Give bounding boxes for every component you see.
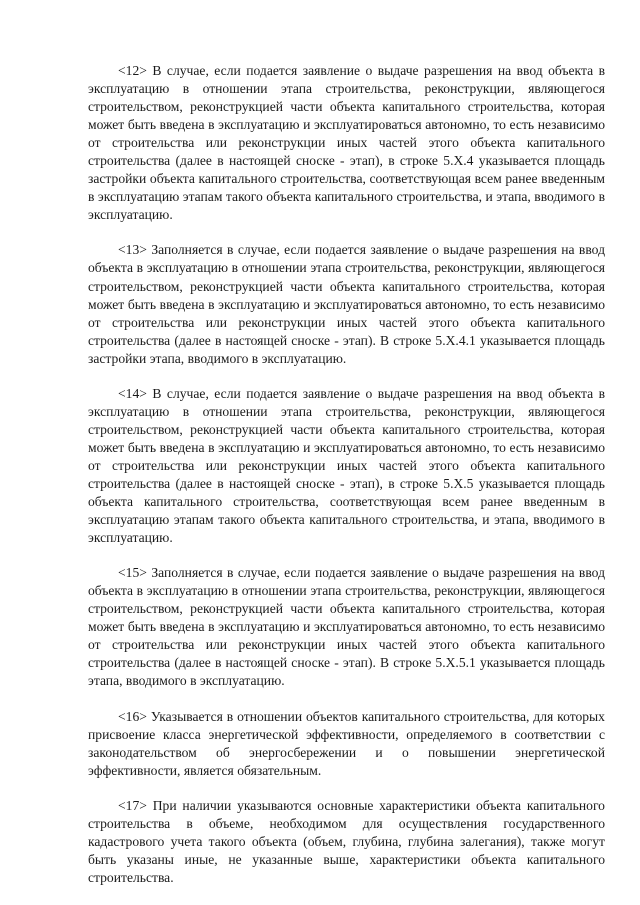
footnote-marker: <15> <box>118 565 147 581</box>
footnote-13 <box>88 241 605 367</box>
footnote-text: При наличии указываются основные характеристики объекта капитального строительства в объеме, необходимом для осуществления государственного кадастрового учета такого объекта (объем, глубина, глубина залегания), также могут быть указаны иные, не указанные выше, характеристики объекта капитального строительства. <box>88 797 605 885</box>
footnote-text: Заполняется в случае, если подается заявление о выдаче разрешения на ввод объекта в эксплуатацию в отношении этапа строительства, реконструкции, являющегося строительством, реконструкцией части объекта капитального строительства, которая может быть введена в эксплуатацию и эксплуатироваться автономно, то есть независимо от строительства или реконструкции иных частей этого объекта капитального строительства (далее в настоящей сноске - этап). В строке 5.X.5.1 указывается площадь этапа, вводимого в эксплуатацию. <box>88 565 605 689</box>
footnote-text: В случае, если подается заявление о выдаче разрешения на ввод объекта в эксплуатацию в отношении этапа строительства, реконструкции, являющегося строительством, реконструкцией части объекта капитального строительства, которая может быть введена в эксплуатацию и эксплуатироваться автономно, то есть независимо от строительства или реконструкции иных частей этого объекта капитального строительства (далее в настоящей сноске - этап), в строке 5.X.5 указывается площадь объекта капитального строительства, соответствующая всем ранее введенным в эксплуатацию этапам такого объекта капитального строительства, и этапа, вводимого в эксплуатацию. <box>88 385 605 546</box>
footnote-marker: <17> <box>118 797 147 813</box>
footnote-14 <box>88 385 605 547</box>
footnote-marker: <14> <box>118 385 147 401</box>
footnote-12 <box>88 62 605 224</box>
footnote-text: Заполняется в случае, если подается заявление о выдаче разрешения на ввод объекта в эксплуатацию в отношении этапа строительства, реконструкции, являющегося строительством, реконструкцией части объекта капитального строительства, которая может быть введена в эксплуатацию и эксплуатироваться автономно, то есть независимо от строительства или реконструкции иных частей этого объекта капитального строительства (далее в настоящей сноске - этап). В строке 5.X.4.1 указывается площадь застройки этапа, вводимого в эксплуатацию. <box>88 242 605 366</box>
document-page <box>88 62 605 904</box>
footnote-16 <box>88 708 605 780</box>
footnote-text: Указывается в отношении объектов капитального строительства, для которых присвоение класса энергетической эффективности, определяемого в соответствии с законодательством об энергосбережении и о повышении энергетической эффективности, является обязательным. <box>88 708 605 778</box>
footnote-15 <box>88 564 605 690</box>
footnote-text: В случае, если подается заявление о выдаче разрешения на ввод объекта в эксплуатацию в отношении этапа строительства, реконструкции, являющегося строительством, реконструкцией части объекта капитального строительства, которая может быть введена в эксплуатацию и эксплуатироваться автономно, то есть независимо от строительства или реконструкции иных частей этого объекта капитального строительства (далее в настоящей сноске - этап), в строке 5.X.4 указывается площадь застройки объекта капитального строительства, соответствующая всем ранее введенным в эксплуатацию этапам такого объекта капитального строительства, и этапа, вводимого в эксплуатацию. <box>88 63 605 223</box>
footnote-17 <box>88 797 605 887</box>
footnote-marker: <12> <box>118 63 147 78</box>
footnote-marker: <13> <box>118 242 147 258</box>
footnote-marker: <16> <box>118 708 147 724</box>
